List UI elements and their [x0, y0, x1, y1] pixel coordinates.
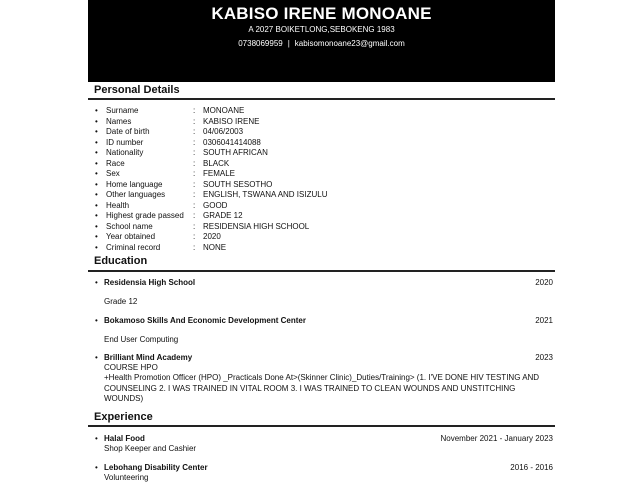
- bullet: •: [95, 353, 98, 362]
- section-title-experience: Experience: [94, 411, 153, 423]
- personal-detail-row: [88, 243, 555, 254]
- bullet: •: [95, 434, 98, 443]
- personal-detail-row: [88, 232, 555, 243]
- detail-label: Home language: [106, 179, 163, 189]
- candidate-name: KABISO IRENE MONOANE: [211, 4, 432, 23]
- detail-colon: :: [193, 190, 196, 199]
- detail-label: Other languages: [106, 190, 166, 199]
- detail-value: GRADE 12: [203, 211, 243, 220]
- entry-title: Residensia High School: [104, 278, 196, 287]
- entry-title: Brilliant Mind Academy: [104, 353, 193, 362]
- bullet: •: [95, 148, 98, 157]
- entry-date: November 2021 - January 2023: [440, 434, 553, 443]
- personal-detail-row: [88, 106, 555, 117]
- entry-subtitle: Shop Keeper and Cashier: [104, 444, 197, 453]
- detail-value: 0306041414088: [203, 137, 261, 147]
- bullet: •: [95, 127, 98, 136]
- detail-value: FEMALE: [203, 169, 236, 178]
- bullet: •: [95, 242, 98, 252]
- bullet: •: [95, 200, 98, 210]
- personal-detail-row: [88, 148, 555, 159]
- detail-value: GOOD: [203, 200, 228, 210]
- detail-value: SOUTH AFRICAN: [203, 148, 268, 157]
- bullet: •: [95, 116, 98, 126]
- bullet: •: [95, 158, 98, 168]
- address: A 2027 BOIKETLONG,SEBOKENG 1983: [248, 25, 395, 34]
- personal-detail-row: [88, 127, 555, 138]
- detail-colon: :: [193, 137, 196, 147]
- personal-detail-row: [88, 222, 555, 233]
- separator: |: [287, 39, 290, 48]
- detail-value: ENGLISH, TSWANA AND ISIZULU: [203, 190, 328, 199]
- detail-colon: :: [193, 116, 196, 126]
- detail-label: ID number: [106, 137, 144, 147]
- personal-detail-row: [88, 180, 555, 191]
- personal-detail-row: [88, 169, 555, 180]
- detail-label: School name: [106, 221, 153, 231]
- contact-line: [88, 39, 555, 48]
- entry-subtitle: End User Computing: [104, 335, 179, 344]
- personal-detail-row: [88, 190, 555, 201]
- detail-colon: :: [193, 200, 196, 210]
- bullet: •: [95, 169, 98, 178]
- section-title-personal: Personal Details: [94, 84, 180, 96]
- detail-colon: :: [193, 179, 196, 189]
- personal-detail-row: [88, 117, 555, 128]
- detail-value: MONOANE: [203, 106, 245, 115]
- detail-value: SOUTH SESOTHO: [203, 179, 273, 189]
- detail-value: NONE: [203, 242, 227, 252]
- section-divider: [88, 270, 555, 272]
- detail-colon: :: [193, 211, 196, 220]
- detail-label: Year obtained: [106, 232, 156, 241]
- personal-detail-row: [88, 138, 555, 149]
- phone: 0738069959: [238, 39, 283, 48]
- detail-value: KABISO IRENE: [203, 116, 260, 126]
- detail-label: Criminal record: [106, 242, 161, 252]
- section-title-education: Education: [94, 255, 148, 267]
- resume-page: [88, 0, 558, 480]
- bullet: •: [95, 278, 98, 287]
- detail-colon: :: [193, 127, 196, 136]
- detail-colon: :: [193, 169, 196, 178]
- detail-label: Date of birth: [106, 127, 150, 136]
- detail-colon: :: [193, 106, 196, 115]
- entry-date: 2021: [535, 316, 553, 325]
- resume-header: [88, 0, 555, 82]
- section-divider: [88, 98, 555, 100]
- detail-label: Surname: [106, 106, 139, 115]
- entry-date: 2016 - 2016: [510, 463, 553, 472]
- detail-value: 2020: [203, 232, 221, 241]
- detail-colon: :: [193, 232, 196, 241]
- detail-label: Health: [106, 200, 130, 210]
- detail-label: Sex: [106, 169, 120, 178]
- entry-date: 2023: [535, 353, 553, 362]
- detail-colon: :: [193, 242, 196, 252]
- detail-label: Names: [106, 116, 132, 126]
- detail-colon: :: [193, 148, 196, 157]
- bullet: •: [95, 463, 98, 472]
- personal-details-list: [88, 106, 555, 253]
- personal-detail-row: [88, 159, 555, 170]
- detail-label: Nationality: [106, 148, 144, 157]
- bullet: •: [95, 179, 98, 189]
- email: kabisomonoane23@gmail.com: [294, 39, 405, 48]
- entry-title: Lebohang Disability Center: [104, 463, 208, 472]
- bullet: •: [95, 211, 98, 220]
- personal-detail-row: [88, 201, 555, 212]
- detail-value: RESIDENSIA HIGH SCHOOL: [203, 221, 310, 231]
- detail-label: Race: [106, 158, 125, 168]
- detail-value: 04/06/2003: [203, 127, 244, 136]
- bullet: •: [95, 316, 98, 325]
- personal-detail-row: [88, 211, 555, 222]
- entry-description: +Health Promotion Officer (HPO) _Practicals Done At>(Skinner Clinic)_Duties/Training> (1. I'VE DONE HIV TESTING AND COUNSELING 2. I WAS TRAINED IN VITAL ROOM 3. I WAS TRAINED TO CLEAN WOUNDS AND UNSTITCHING WOUNDS): [104, 373, 540, 403]
- entry-subtitle: Grade 12: [104, 297, 138, 306]
- bullet: •: [95, 137, 98, 147]
- bullet: •: [95, 221, 98, 231]
- entry-title: Halal Food: [104, 434, 145, 443]
- detail-colon: :: [193, 158, 196, 168]
- entry-title: Bokamoso Skills And Economic Development Center: [104, 316, 306, 325]
- bullet: •: [95, 190, 98, 199]
- detail-value: BLACK: [203, 158, 230, 168]
- entry-date: 2020: [535, 278, 553, 287]
- entry-subtitle: Volunteering: [104, 473, 149, 482]
- detail-label: Highest grade passed: [106, 211, 184, 220]
- section-divider: [88, 425, 555, 427]
- detail-colon: :: [193, 221, 196, 231]
- bullet: •: [95, 106, 98, 115]
- bullet: •: [95, 232, 98, 241]
- entry-subtitle: COURSE HPO: [104, 363, 158, 372]
